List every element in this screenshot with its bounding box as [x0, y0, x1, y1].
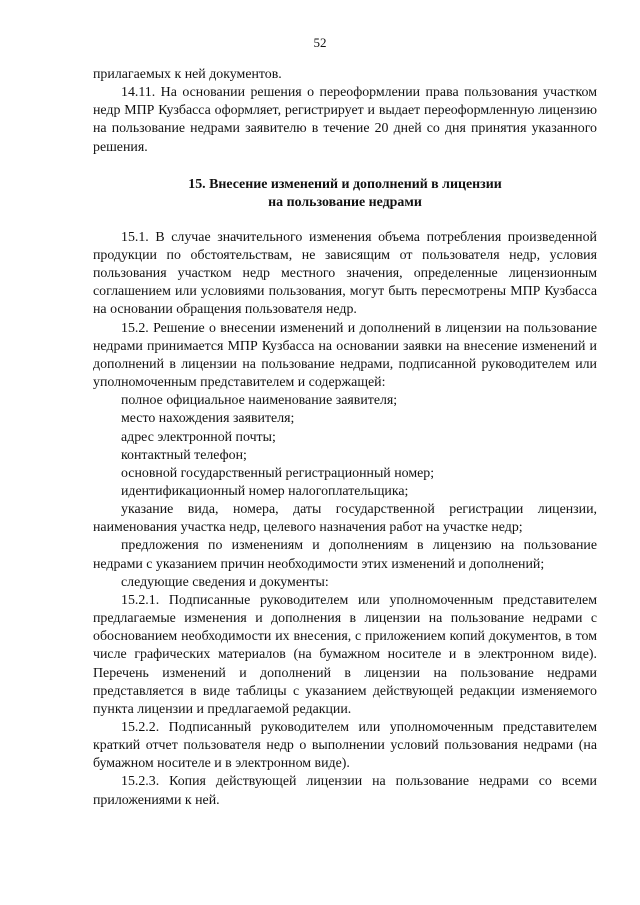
- list-item: полное официальное наименование заявителя;: [121, 393, 398, 409]
- list-item: идентификационный номер налогоплательщика;: [121, 483, 409, 499]
- section-heading-15: [93, 157, 597, 229]
- heading-line-1: 15. Внесение изменений и дополнений в лицензии: [188, 176, 502, 192]
- page-number: 52: [313, 35, 327, 50]
- list-item: адрес электронной почты;: [121, 429, 276, 445]
- paragraph-15-2: 15.2. Решение о внесении изменений и дополнений в лицензии на пользование недрами принимается МПР Кузбасса на основании заявки на внесение изменений и дополнений в лицензии на пользование недрами, подписанной руководителем или уполномоченным представителем и содержащей:: [93, 320, 597, 391]
- paragraph-15-2-2: 15.2.2. Подписанный руководителем или уполномоченным представителем краткий отчет пользователя недр о выполнении условий пользования недрами (на бумажном носителе и в электронном виде).: [93, 720, 597, 772]
- paragraph-following: следующие сведения и документы:: [121, 574, 329, 590]
- paragraph-license-details: указание вида, номера, даты государственной регистрации лицензии, наименования участка недр, целевого назначения работ на участке недр;: [93, 502, 597, 536]
- paragraph-15-2-1: 15.2.1. Подписанные руководителем или уполномоченным представителем предлагаемые изменения и дополнения в лицензии на пользование недрами с обоснованием необходимости их внесения, с приложением копий документов, в том числе графических материалов (на бумажном носителе и в электронном виде). Перечень изменений и дополнений в лицензии на пользование недрами представляется в виде таблицы с указанием действующей редакции изменяемого пункта лицензии и предлагаемой редакции.: [93, 592, 597, 717]
- list-item: основной государственный регистрационный номер;: [121, 465, 435, 481]
- paragraph-continuation: прилагаемых к ней документов.: [93, 67, 282, 82]
- paragraph-14-11: 14.11. На основании решения о переоформлении права пользования участком недр МПР Кузбасса оформляет, регистрирует и выдает переоформленную лицензию на пользование недрами заявителю в течение 20 дней со дня принятия указанного решения.: [93, 85, 597, 155]
- paragraph-proposals: предложения по изменениям и дополнениям в лицензию на пользование недрами с указанием причин необходимости этих изменений и дополнений;: [93, 538, 597, 572]
- paragraph-15-1: 15.1. В случае значительного изменения объема потребления произведенной продукции по обстоятельствам, не зависящим от пользователя недр, условия пользования участком недр местного значения, определенные лицензионным соглашением или условиями пользования, могут быть пересмотрены МПР Кузбасса на основании обращения пользователя недр.: [93, 229, 597, 318]
- document-body: [93, 66, 597, 810]
- list-item: место нахождения заявителя;: [121, 411, 295, 427]
- heading-line-2: на пользование недрами: [268, 195, 422, 211]
- paragraph-15-2-3: 15.2.3. Копия действующей лицензии на пользование недрами со всеми приложениями к ней.: [93, 774, 597, 808]
- list-item: контактный телефон;: [121, 447, 247, 463]
